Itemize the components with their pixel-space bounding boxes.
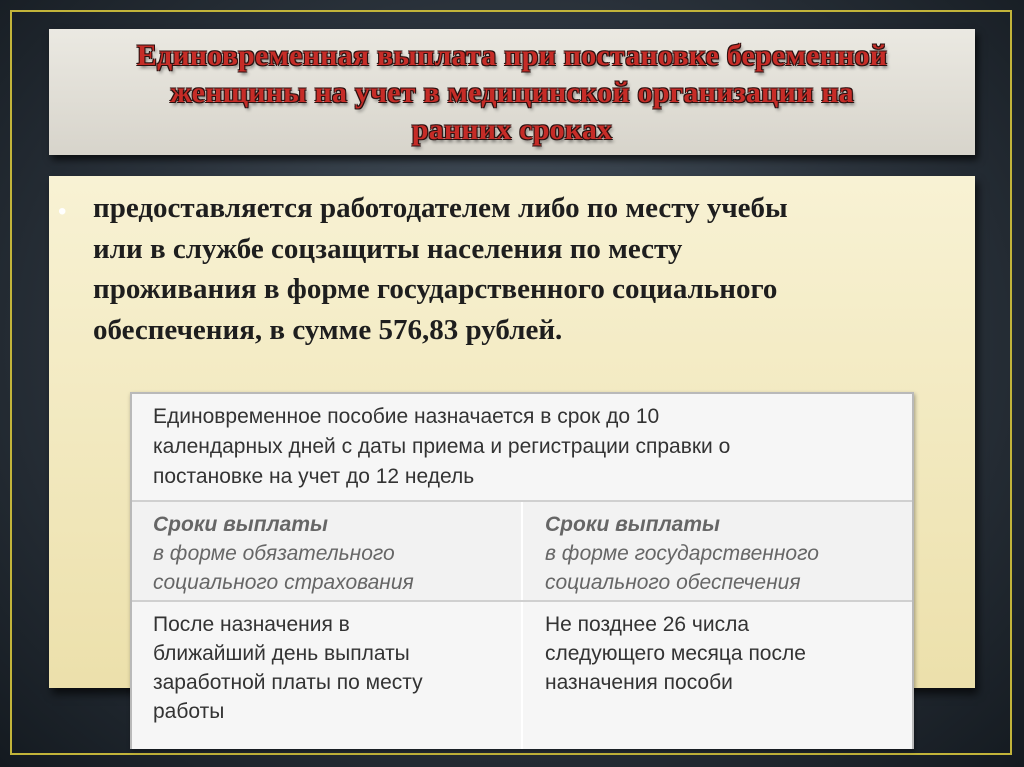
- bullet-line-2: или в службе соцзащиты населения по месту: [93, 232, 683, 265]
- column-subheading-line-2: социального обеспечения: [545, 571, 801, 594]
- value-line-2: ближайший день выплаты: [153, 642, 410, 665]
- value-line-3: заработной платы по месту: [153, 671, 423, 694]
- column-subheading-line-1: в форме обязательного: [153, 542, 395, 565]
- bullet-line-1: предоставляется работодателем либо по месту учебы: [93, 192, 788, 224]
- column-heading: Сроки выплаты: [545, 513, 720, 536]
- bullet-icon: •: [58, 198, 67, 225]
- bullet-line-3: проживания в форме государственного социального: [93, 273, 778, 305]
- column-subheading-line-2: социального страхования: [153, 571, 414, 594]
- table-header-row: [132, 502, 912, 602]
- table-value-row: [132, 602, 912, 749]
- value-line-1: После назначения в: [153, 613, 350, 636]
- note-line-3: постановке на учет до 12 недель: [153, 465, 475, 488]
- title-box: [49, 29, 975, 155]
- column-subheading-line-1: в форме государственного: [545, 542, 819, 565]
- column-heading: Сроки выплаты: [153, 513, 328, 536]
- table-note: [153, 402, 893, 492]
- note-line-2: календарных дней с даты приема и регистрации справки о: [153, 435, 731, 458]
- bullet-text: [93, 188, 953, 350]
- value-line-1: Не позднее 26 числа: [545, 613, 750, 636]
- table-note-row: [132, 394, 912, 502]
- value-cell-state-security: [523, 602, 912, 749]
- header-cell-social-insurance: [132, 502, 523, 600]
- title-line-2: женщины на учет в медицинской организации на: [170, 75, 854, 109]
- title-line-1: Единовременная выплата при постановке беременной: [136, 38, 888, 72]
- header-cell-state-security: [523, 502, 912, 600]
- value-line-2: следующего месяца после: [545, 642, 806, 665]
- note-line-1: Единовременное пособие назначается в срок до 10: [153, 405, 660, 428]
- value-line-4: работы: [153, 700, 225, 723]
- bullet-line-4: обеспечения, в сумме 576,83 рублей.: [93, 313, 563, 346]
- title-line-3: ранних сроках: [411, 112, 613, 146]
- value-cell-social-insurance: [132, 602, 523, 749]
- payment-terms-table: [130, 392, 914, 749]
- value-line-3: назначения пособи: [545, 671, 733, 694]
